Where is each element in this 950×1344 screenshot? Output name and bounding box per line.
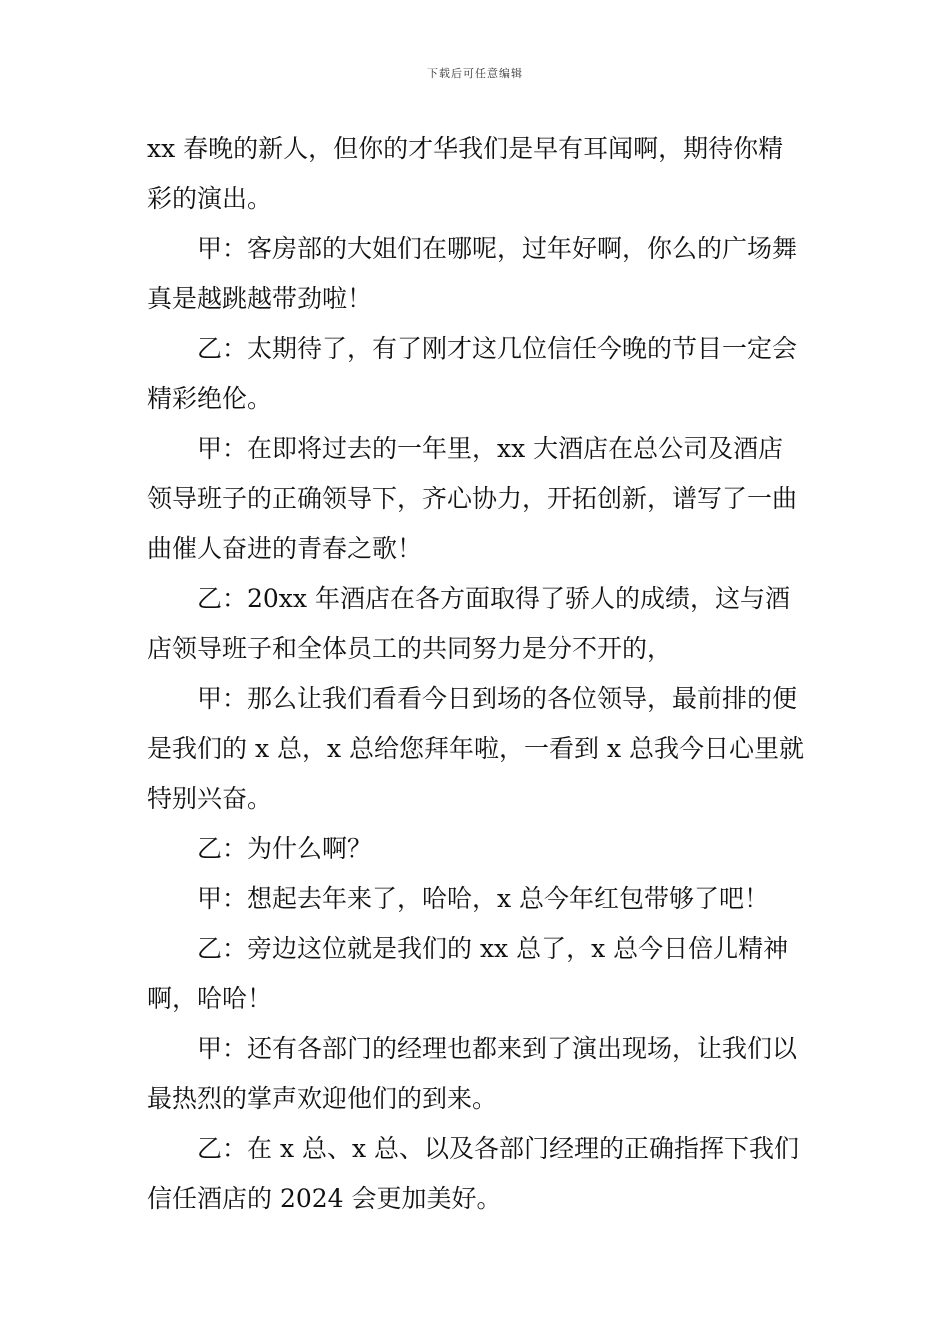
- paragraph: 甲：想起去年来了，哈哈，x 总今年红包带够了吧！: [197, 884, 770, 913]
- paragraph: 乙：旁边这位就是我们的 xx 总了，x 总今日倍儿精神啊，哈哈！: [147, 934, 789, 1013]
- paragraph: 乙：在 x 总、x 总、以及各部门经理的正确指挥下我们信任酒店的 2024 会更加美好。: [147, 1134, 800, 1213]
- paragraph: 乙：太期待了，有了刚才这几位信任今晚的节目一定会精彩绝伦。: [147, 334, 798, 413]
- paragraph: 乙：20xx 年酒店在各方面取得了骄人的成绩，这与酒店领导班子和全体员工的共同努力是分不开的，: [147, 584, 790, 663]
- paragraph: 甲：在即将过去的一年里，xx 大酒店在总公司及酒店领导班子的正确领导下，齐心协力，开拓创新，谱写了一曲曲催人奋进的青春之歌！: [147, 434, 798, 563]
- document-body: [147, 124, 807, 1224]
- paragraph: xx 春晚的新人，但你的才华我们是早有耳闻啊，期待你精彩的演出。: [147, 134, 784, 213]
- page-header: 下载后可任意编辑: [427, 67, 523, 80]
- paragraph: 甲：那么让我们看看今日到场的各位领导，最前排的便是我们的 x 总，x 总给您拜年啦，一看到 x 总我今日心里就特别兴奋。: [147, 684, 805, 813]
- paragraph: 甲：还有各部门的经理也都来到了演出现场，让我们以最热烈的掌声欢迎他们的到来。: [147, 1034, 798, 1113]
- paragraph: 甲：客房部的大姐们在哪呢，过年好啊，你么的广场舞真是越跳越带劲啦！: [147, 234, 798, 313]
- paragraph: 乙：为什么啊？: [197, 834, 373, 863]
